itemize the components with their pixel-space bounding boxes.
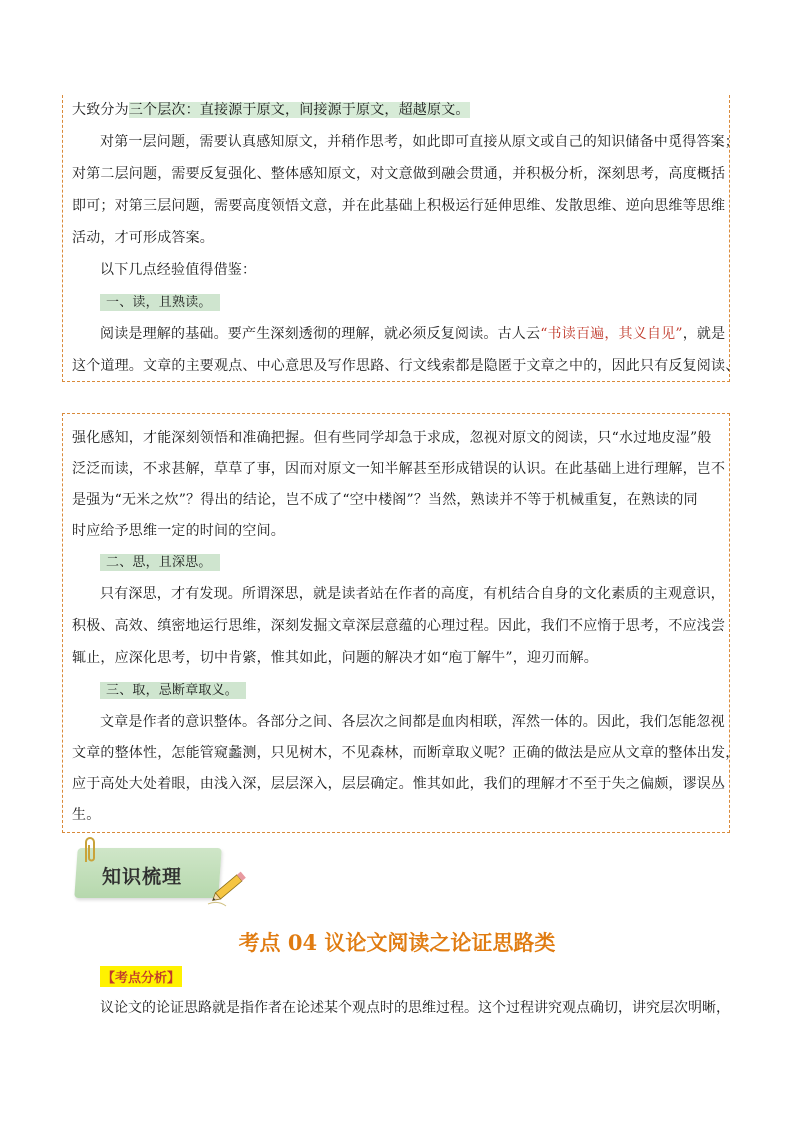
paragraph-line: 泛泛而读，不求甚解，草草了事，因而对原文一知半解甚至形成错误的认识。在此基础上进行理解，岂不 [72,461,726,477]
paragraph-line: 强化感知，才能深刻领悟和准确把握。但有些同学却急于求成，忽视对原文的阅读，只“水过地皮湿”般 [72,430,712,446]
intro-line [72,100,470,120]
paragraph-line [100,324,725,344]
paragraph-line: 是强为“无米之炊”？得出的结论，岂不成了“空中楼阁”？当然，熟读并不等于机械重复，在熟读的同 [72,492,698,508]
intro-emphasis: 三个层次：直接源于原文，间接源于原文，超越原文。 [128,102,470,118]
text-run: ，就是 [682,326,726,342]
analysis-tag: 【考点分析】 [100,966,182,987]
heading-highlight: 二、思，且深思。 [100,554,220,571]
quote-text: “书读百遍，其义自见” [540,326,683,342]
paragraph-line: 对第二层问题，需要反复强化、整体感知原文，对文意做到融会贯通，并积极分析，深刻思考，高度概括 [72,166,726,182]
heading-highlight: 三、取，忌断章取义。 [100,682,246,699]
paragraph-line: 文章是作者的意识整体。各部分之间、各层次之间都是血肉相联，浑然一体的。因此，我们怎能忽视 [100,714,725,730]
paragraph-line: 这个道理。文章的主要观点、中心意思及写作思路、行文线索都是隐匿于文章之中的，因此只有反复阅读、 [72,358,740,374]
section-heading-1 [100,292,220,313]
paragraph-line: 积极、高效、缜密地运行思维，深刻发掘文章深层意蕴的心理过程。因此，我们不应惰于思考，不应浅尝 [72,618,726,634]
analysis-paragraph: 议论文的论证思路就是指作者在论述某个观点时的思维过程。这个过程讲究观点确切，讲究层次明晰， [100,1000,730,1016]
text-run: 阅读是理解的基础。要产生深刻透彻的理解，就必须反复阅读。古人云 [100,326,541,342]
pencil-icon [206,860,256,910]
section-heading-3 [100,680,246,701]
topic-title: 考点 04 议论文阅读之论证思路类 [238,930,556,955]
intro-prefix: 大致分为 [72,102,129,118]
heading-highlight: 一、读，且熟读。 [100,294,220,311]
paragraph-line: 时应给予思维一定的时间的空间。 [72,523,285,539]
paperclip-icon [80,836,100,866]
section-heading-2 [100,552,220,573]
paragraph-line: 文章的整体性，怎能管窥蠡测，只见树木，不见森林，而断章取义呢？正确的做法是应从文章的整体出发， [72,745,740,761]
paragraph-line: 以下几点经验值得借鉴： [100,262,257,278]
paragraph-line: 活动，才可形成答案。 [72,230,214,246]
section-label: 知识梳理 [102,866,183,888]
paragraph-line: 即可；对第三层问题，需要高度领悟文意，并在此基础上积极运行延伸思维、发散思维、逆向思维等思维 [72,198,726,214]
paragraph-line: 应于高处大处着眼，由浅入深，层层深入，层层确定。惟其如此，我们的理解才不至于失之偏颇，谬误丛 [72,776,726,792]
paragraph-line: 辄止，应深化思考，切中肯綮，惟其如此，问题的解决才如“庖丁解牛”，迎刃而解。 [72,650,598,666]
paragraph-line: 生。 [72,807,101,823]
paragraph-line: 对第一层问题，需要认真感知原文，并稍作思考，如此即可直接从原文或自己的知识储备中觅得答案； [100,134,739,150]
paragraph-line: 只有深思，才有发现。所谓深思，就是读者站在作者的高度，有机结合自身的文化素质的主观意识， [100,586,725,602]
